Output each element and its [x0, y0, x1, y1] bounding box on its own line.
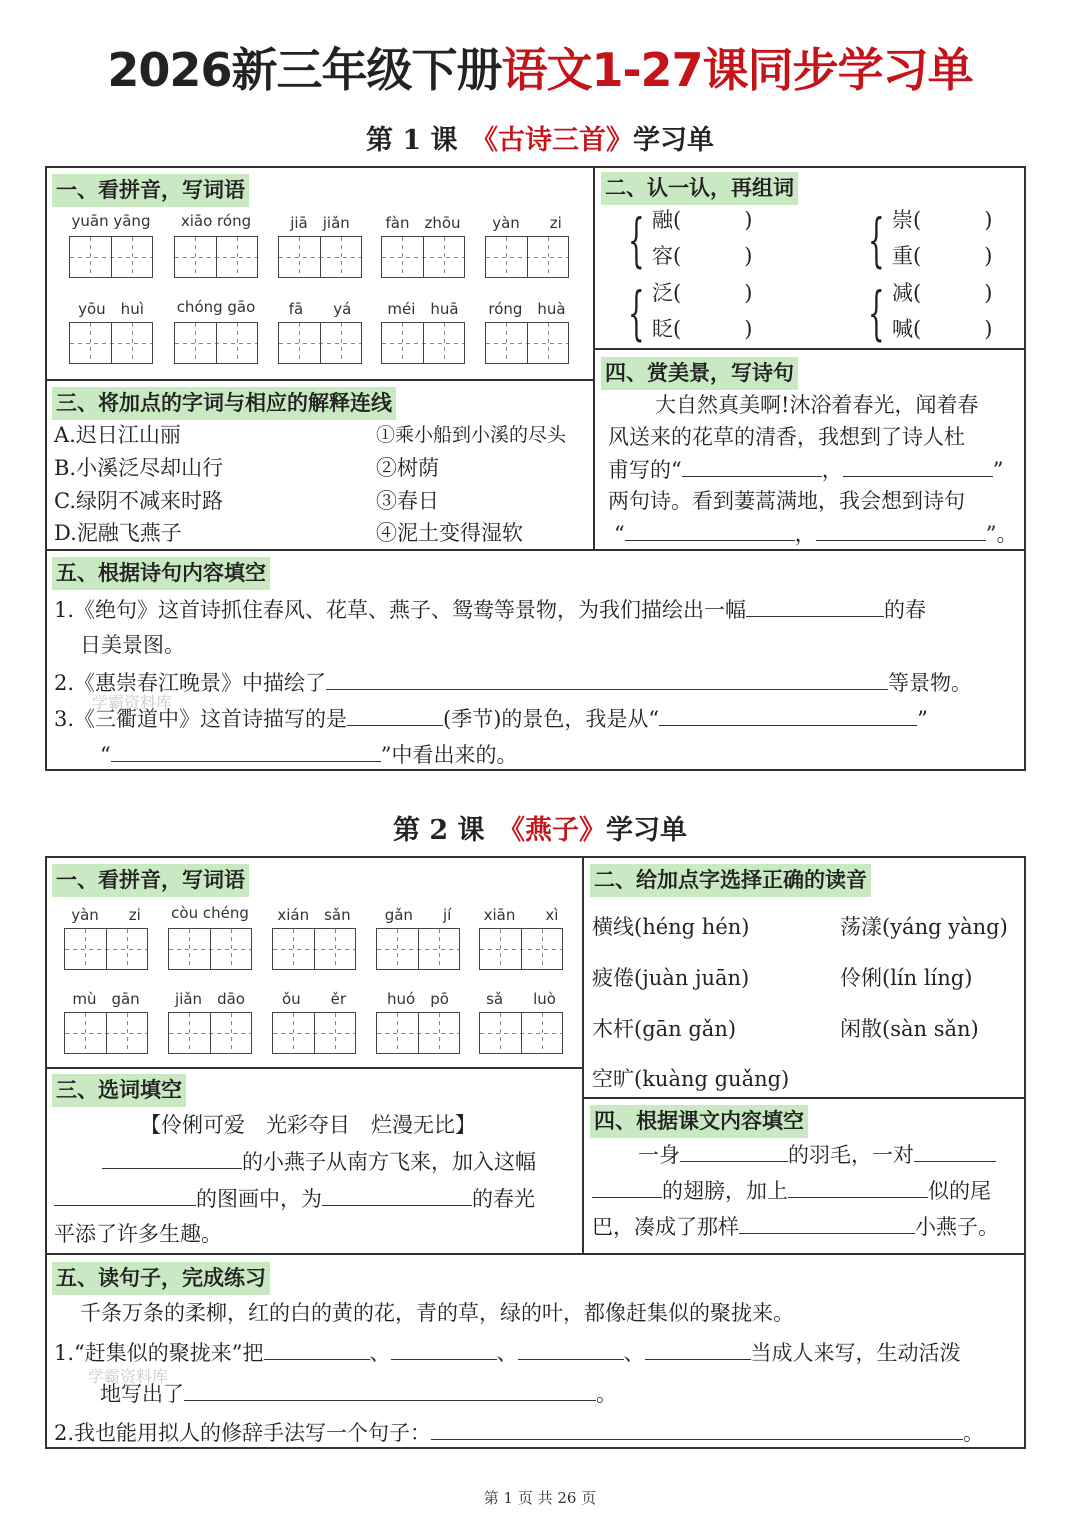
question-2 [54, 667, 972, 698]
blank[interactable] [843, 454, 993, 477]
blank[interactable] [788, 1175, 928, 1198]
lesson1-name: 《古诗三首》 [484, 125, 634, 156]
char-item: 重( ) [892, 244, 993, 268]
text-fragment: ， [794, 522, 816, 546]
text-fragment: 3.《三衢道中》这首诗描写的是 [54, 707, 348, 731]
tianzi-grid[interactable] [272, 928, 356, 970]
blank[interactable] [682, 454, 822, 477]
pinyin-label: yàn zi [71, 906, 141, 924]
blank[interactable] [347, 703, 443, 726]
blank[interactable] [746, 594, 884, 617]
text-line: 日美景图。 [80, 633, 185, 657]
blank[interactable] [592, 1175, 662, 1198]
tianzi-grid[interactable] [272, 1012, 356, 1054]
char-item: 喊( ) [892, 317, 993, 341]
pinyin-label: fàn zhōu [385, 214, 461, 232]
pinyin-label: gǎn jí [384, 906, 452, 924]
text-line: 大自然真美啊!沐浴着春光，闻着春 [655, 393, 979, 417]
text-fragment: 的春光 [472, 1187, 535, 1211]
reading-item: 空旷(kuàng guǎng) [592, 1067, 790, 1091]
text-line [638, 1139, 996, 1170]
watermark: 学霸资料库 [92, 693, 173, 712]
text-line: 平添了许多生趣。 [54, 1222, 222, 1246]
tianzi-grid[interactable] [64, 1012, 148, 1054]
divider [45, 1067, 583, 1069]
pinyin-label: xián sǎn [277, 906, 351, 924]
text-fragment: 2.《惠崇春江晚景》中描绘了 [54, 671, 327, 695]
pinyin-label: sǎ luò [486, 990, 556, 1008]
blank[interactable] [111, 739, 381, 762]
pinyin-label: xiāo róng [180, 212, 252, 230]
question-3 [54, 703, 928, 734]
text-line: 两句诗。看到萋蒿满地，我会想到诗句 [608, 489, 965, 513]
divider [583, 1097, 1026, 1099]
char-item: 眨( ) [652, 317, 753, 341]
tianzi-grid[interactable] [485, 236, 569, 278]
text-line [592, 1211, 999, 1242]
pinyin-label: ǒu ěr [281, 990, 347, 1008]
text-fragment: ”。 [985, 522, 1018, 546]
char-item: 减( ) [892, 281, 993, 305]
lesson2-number: 第 2 课 [392, 815, 485, 846]
pinyin-label: yōu huì [78, 300, 144, 318]
reading-item: 荡漾(yáng yàng) [840, 915, 1008, 939]
text-fragment: 一身 [638, 1143, 680, 1167]
text-fragment: ” [917, 707, 928, 731]
blank[interactable] [518, 1337, 624, 1360]
page-title [0, 34, 1080, 100]
brace-icon: { [868, 279, 885, 347]
blank[interactable] [54, 1183, 196, 1206]
section-header: 五、读句子，完成练习 [52, 1262, 270, 1295]
lesson1-suffix: 学习单 [633, 125, 715, 156]
blank[interactable] [322, 1183, 472, 1206]
reading-sentence: 千条万条的柔柳，红的白的黄的花，青的草，绿的叶，都像赶集似的聚拢来。 [80, 1301, 794, 1325]
text-fragment: 1.《绝句》这首诗抓住春风、花草、燕子、鸳鸯等景物，为我们描绘出一幅 [54, 598, 747, 622]
text-fragment: ” [992, 458, 1004, 482]
blank[interactable] [391, 1337, 497, 1360]
question-1-cont: 地写出了 。 [100, 1378, 617, 1409]
match-left: D.泥融飞燕子 [54, 521, 182, 545]
tianzi-grid[interactable] [381, 236, 465, 278]
brace-icon: { [868, 206, 885, 274]
tianzi-grid[interactable] [69, 322, 153, 364]
divider [582, 856, 584, 1254]
pinyin-label: chóng gāo [176, 298, 256, 316]
blank[interactable] [625, 518, 795, 541]
tianzi-grid[interactable] [174, 322, 258, 364]
pinyin-label: jiā jiǎn [290, 214, 350, 232]
lesson1-number: 第 1 课 [365, 125, 458, 156]
pinyin-label: jiǎn dāo [175, 990, 245, 1008]
reading-item: 横线(héng hén) [592, 915, 750, 939]
divider [594, 348, 1026, 350]
pinyin-label: yuān yāng [71, 212, 151, 230]
blank[interactable] [102, 1146, 242, 1169]
brace-icon: { [628, 279, 645, 347]
reading-item: 木杆(gān gǎn) [592, 1017, 737, 1041]
tianzi-grid[interactable] [479, 1012, 563, 1054]
match-right: ②树荫 [376, 456, 439, 480]
text-fragment: 地写出了 [100, 1382, 184, 1406]
text-fragment: “ [614, 522, 625, 546]
divider [45, 379, 594, 381]
tianzi-grid[interactable] [376, 1012, 460, 1054]
reading-item: 闲散(sàn sǎn) [840, 1017, 979, 1041]
match-right: ④泥土变得湿软 [376, 521, 523, 545]
brace-icon: { [628, 206, 645, 274]
match-left: A.迟日江山丽 [54, 423, 181, 447]
title-part1: 2026新三年级下册 [107, 43, 502, 97]
pinyin-label: méi huā [387, 300, 459, 318]
lesson2-heading [0, 808, 1080, 847]
tianzi-grid[interactable] [69, 236, 153, 278]
text-fragment: 当成人来写，生动活泼 [750, 1341, 961, 1365]
tianzi-grid[interactable] [381, 322, 465, 364]
pinyin-label: mù gān [72, 990, 140, 1008]
text-fragment: ， [821, 458, 843, 482]
pinyin-label: róng huà [488, 300, 566, 318]
blank[interactable] [431, 1417, 963, 1440]
tianzi-grid[interactable] [64, 928, 148, 970]
lesson1-heading [0, 118, 1080, 157]
pinyin-label: xiān xì [483, 906, 559, 924]
match-right: ①乘小船到小溪的尽头 [376, 424, 567, 446]
text-fragment: 1.“赶集似的聚拢来”把 [54, 1341, 264, 1365]
char-item: 崇( ) [892, 208, 993, 232]
text-line: 风送来的花草的清香，我想到了诗人杜 [608, 425, 965, 449]
section-header: 四、根据课文内容填空 [590, 1105, 808, 1138]
blank[interactable] [816, 518, 986, 541]
blank[interactable] [264, 1337, 370, 1360]
question-1 [54, 594, 926, 625]
pinyin-label: huó pō [387, 990, 449, 1008]
text-fragment: 的翅膀，加上 [662, 1179, 788, 1203]
char-item: 融( ) [652, 208, 753, 232]
tianzi-grid[interactable] [376, 928, 460, 970]
section-header: 五、根据诗句内容填空 [52, 557, 270, 590]
tianzi-grid[interactable] [168, 1012, 252, 1054]
char-item: 容( ) [652, 244, 753, 268]
question-2: 2.我也能用拟人的修辞手法写一个句子： 。 [54, 1417, 984, 1448]
page-footer: 第 1 页 共 26 页 [483, 1489, 597, 1507]
divider [45, 549, 1026, 551]
match-left: C.绿阴不减来时路 [54, 489, 223, 513]
divider [45, 1253, 1026, 1255]
blank[interactable] [184, 1378, 596, 1401]
pinyin-label: còu chéng [171, 904, 249, 922]
text-fragment: 似的尾 [928, 1179, 991, 1203]
text-line [614, 518, 1018, 549]
tianzi-grid[interactable] [479, 928, 563, 970]
section-header: 二、认一认，再组词 [601, 172, 798, 205]
text-fragment: 2.我也能用拟人的修辞手法写一个句子： [54, 1421, 432, 1445]
watermark: 学霸资料库 [88, 1367, 169, 1386]
section-header: 三、将加点的字词与相应的解释连线 [52, 387, 396, 420]
question-1: 1.“赶集似的聚拢来”把 、 、 、 当成人来写，生动活泼 [54, 1337, 961, 1368]
question-3-cont [100, 739, 518, 770]
section-header: 二、给加点字选择正确的读音 [590, 864, 871, 897]
blank[interactable] [739, 1211, 915, 1234]
pinyin-label: fā yá [288, 300, 352, 318]
text-fragment: 小燕子。 [915, 1215, 999, 1239]
section-header: 一、看拼音，写词语 [52, 174, 249, 207]
blank[interactable] [326, 667, 888, 690]
text-fragment: ”中看出来的。 [380, 743, 518, 767]
char-item: 泛( ) [652, 281, 753, 305]
text-fragment: 甫写的“ [608, 458, 682, 482]
blank[interactable] [659, 703, 917, 726]
tianzi-grid[interactable] [174, 236, 258, 278]
match-left: B.小溪泛尽却山行 [54, 456, 224, 480]
text-line [102, 1146, 536, 1177]
tianzi-grid[interactable] [485, 322, 569, 364]
tianzi-grid[interactable] [278, 236, 362, 278]
lesson2-name: 《燕子》 [511, 815, 607, 846]
tianzi-grid[interactable] [168, 928, 252, 970]
blank[interactable] [914, 1139, 996, 1162]
text-line [592, 1175, 991, 1206]
text-fragment: 的图画中，为 [196, 1187, 322, 1211]
pinyin-label: yàn zi [492, 214, 562, 232]
match-right: ③春日 [376, 489, 439, 513]
text-line [54, 1183, 535, 1214]
text-fragment: “ [100, 743, 111, 767]
text-fragment: 巴，凑成了那样 [592, 1215, 739, 1239]
text-line [608, 454, 1004, 485]
text-fragment: 的春 [884, 598, 927, 622]
reading-item: 伶俐(lín líng) [840, 966, 973, 990]
reading-item: 疲倦(juàn juān) [592, 966, 750, 990]
lesson2-suffix: 学习单 [606, 815, 688, 846]
tianzi-grid[interactable] [278, 322, 362, 364]
section-header: 一、看拼音，写词语 [52, 864, 249, 897]
word-bank: 【伶俐可爱 光彩夺目 烂漫无比】 [140, 1113, 476, 1137]
text-fragment: 的小燕子从南方飞来，加入这幅 [242, 1150, 536, 1174]
section-header: 四、赏美景，写诗句 [601, 357, 798, 390]
text-fragment: (季节)的景色，我是从“ [443, 707, 660, 731]
blank[interactable] [645, 1337, 751, 1360]
divider [593, 166, 595, 550]
text-fragment: 等景物。 [888, 671, 973, 695]
text-fragment: 的羽毛，一对 [788, 1143, 914, 1167]
title-part2: 语文1-27课同步学习单 [501, 43, 973, 97]
section-header: 三、选词填空 [52, 1074, 186, 1107]
blank[interactable] [680, 1139, 788, 1162]
